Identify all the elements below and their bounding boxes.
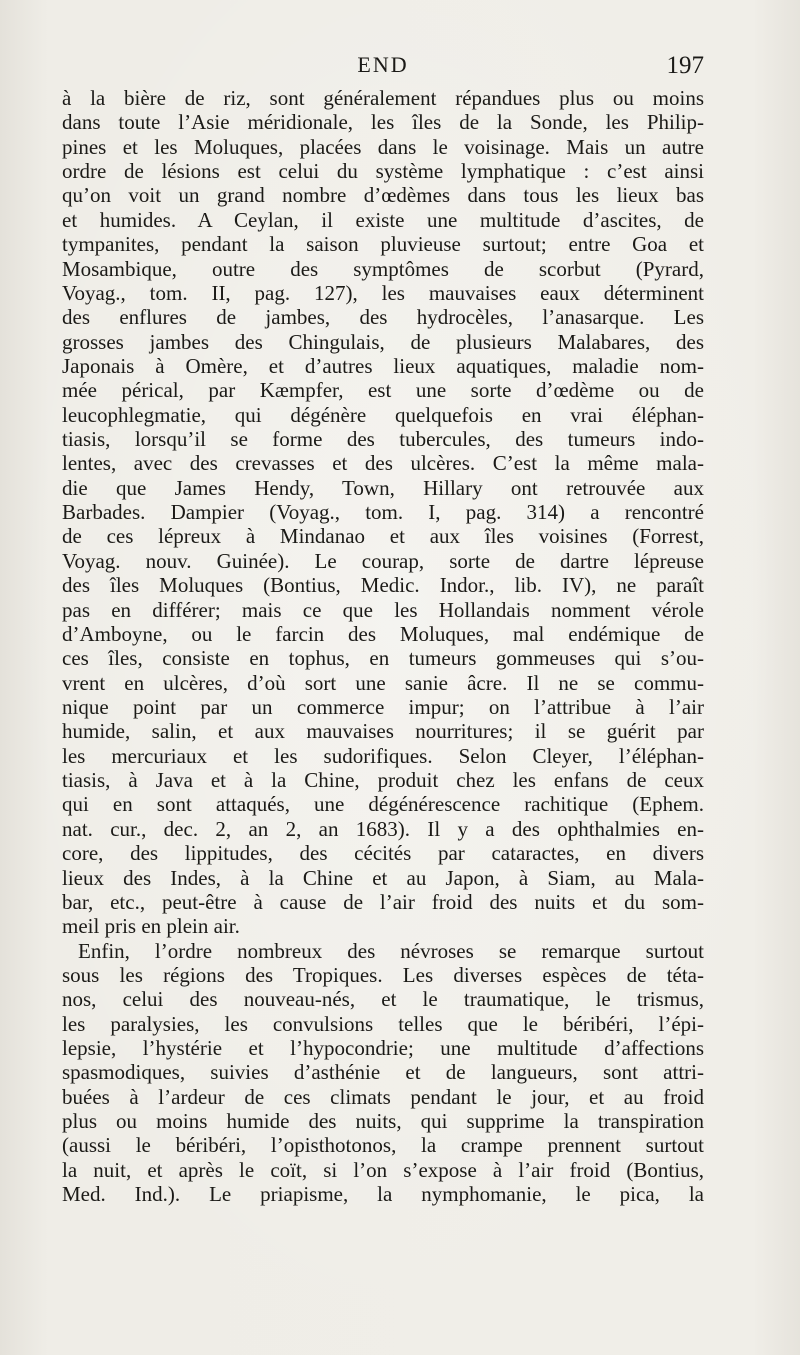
text-line: tiasis, lorsqu’il se forme des tubercules, des tumeurs indo- xyxy=(62,427,704,452)
text-line: spasmodiques, suivies d’asthénie et de langueurs, sont attri- xyxy=(62,1060,704,1085)
text-line: Barbades. Dampier (Voyag., tom. I, pag. 314) a rencontré xyxy=(62,500,704,525)
body-text xyxy=(62,86,704,1207)
text-line: leucophlegmatie, qui dégénère quelquefois en vrai éléphan- xyxy=(62,402,704,427)
text-line: ordre de lésions est celui du système lymphatique : c’est ainsi xyxy=(62,159,704,184)
text-line: pas en différer; mais ce que les Hollandais nomment vérole xyxy=(62,597,704,622)
text-line: d’Amboyne, ou le farcin des Moluques, mal endémique de xyxy=(62,621,704,646)
text-line: (aussi le béribéri, l’opisthotonos, la crampe prennent surtout xyxy=(62,1133,704,1158)
text-line: qu’on voit un grand nombre d’œdèmes dans tous les lieux bas xyxy=(62,183,704,208)
page-header xyxy=(62,52,704,88)
text-line: lieux des Indes, à la Chine et au Japon, à Siam, au Mala- xyxy=(62,865,704,890)
text-line: lepsie, l’hystérie et l’hypocondrie; une multitude d’affections xyxy=(62,1036,704,1061)
text-line: humide, salin, et aux mauvaises nourritures; il se guérit par xyxy=(62,719,704,744)
text-line: ces îles, consiste en tophus, en tumeurs gommeuses qui s’ou- xyxy=(62,646,704,671)
text-line: nat. cur., dec. 2, an 2, an 1683). Il y a des ophthalmies en- xyxy=(62,816,704,841)
text-line: buées à l’ardeur de ces climats pendant le jour, et au froid xyxy=(62,1084,704,1109)
text-line: die que James Hendy, Town, Hillary ont retrouvée aux xyxy=(62,475,704,500)
text-line: la nuit, et après le coït, si l’on s’expose à l’air froid (Bontius, xyxy=(62,1157,704,1182)
text-line: pines et les Moluques, placées dans le voisinage. Mais un autre xyxy=(62,134,704,159)
text-line: qui en sont attaqués, une dégénérescence rachitique (Ephem. xyxy=(62,792,704,817)
text-line: nos, celui des nouveau-nés, et le traumatique, le trismus, xyxy=(62,987,704,1012)
text-line: les mercuriaux et les sudorifiques. Selon Cleyer, l’éléphan- xyxy=(62,743,704,768)
text-line: Voyag., tom. II, pag. 127), les mauvaises eaux déterminent xyxy=(62,280,704,305)
text-line: bar, etc., peut-être à cause de l’air froid des nuits et du som- xyxy=(62,889,704,914)
text-line: plus ou moins humide des nuits, qui supprime la transpiration xyxy=(62,1109,704,1134)
text-line: tiasis, à Java et à la Chine, produit chez les enfans de ceux xyxy=(62,768,704,793)
text-line: tympanites, pendant la saison pluvieuse surtout; entre Goa et xyxy=(62,232,704,257)
text-line: Med. Ind.). Le priapisme, la nymphomanie, le pica, la xyxy=(62,1182,704,1207)
text-line: grosses jambes des Chingulais, de plusieurs Malabares, des xyxy=(62,329,704,354)
text-line: des enflures de jambes, des hydrocèles, l’anasarque. Les xyxy=(62,305,704,330)
text-line: lentes, avec des crevasses et des ulcères. C’est la même mala- xyxy=(62,451,704,476)
text-line: Mosambique, outre des symptômes de scorbut (Pyrard, xyxy=(62,256,704,281)
text-line: sous les régions des Tropiques. Les diverses espèces de téta- xyxy=(62,962,704,987)
text-line: de ces lépreux à Mindanao et aux îles voisines (Forrest, xyxy=(62,524,704,549)
text-line: vrent en ulcères, d’où sort une sanie âcre. Il ne se commu- xyxy=(62,670,704,695)
text-line: des îles Moluques (Bontius, Medic. Indor., lib. IV), ne paraît xyxy=(62,573,704,598)
text-line: dans toute l’Asie méridionale, les îles de la Sonde, les Philip- xyxy=(62,110,704,135)
paragraph-start-line: Enfin, l’ordre nombreux des névroses se remarque surtout xyxy=(78,938,704,963)
text-line: core, des lippitudes, des cécités par cataractes, en divers xyxy=(62,841,704,866)
text-line: Voyag. nouv. Guinée). Le courap, sorte de dartre lépreuse xyxy=(62,548,704,573)
text-line: mée pérical, par Kæmpfer, est une sorte d’œdème ou de xyxy=(62,378,704,403)
text-line: à la bière de riz, sont généralement répandues plus ou moins xyxy=(62,86,704,110)
running-head: END xyxy=(357,52,409,77)
text-line: Japonais à Omère, et d’autres lieux aquatiques, maladie nom- xyxy=(62,353,704,378)
page-number: 197 xyxy=(666,52,704,79)
text-line: nique point par un commerce impur; on l’attribue à l’air xyxy=(62,694,704,719)
text-line: et humides. A Ceylan, il existe une multitude d’ascites, de xyxy=(62,207,704,232)
text-line: les paralysies, les convulsions telles que le béribéri, l’épi- xyxy=(62,1011,704,1036)
paragraph-end-line: meil pris en plein air. xyxy=(62,914,240,939)
